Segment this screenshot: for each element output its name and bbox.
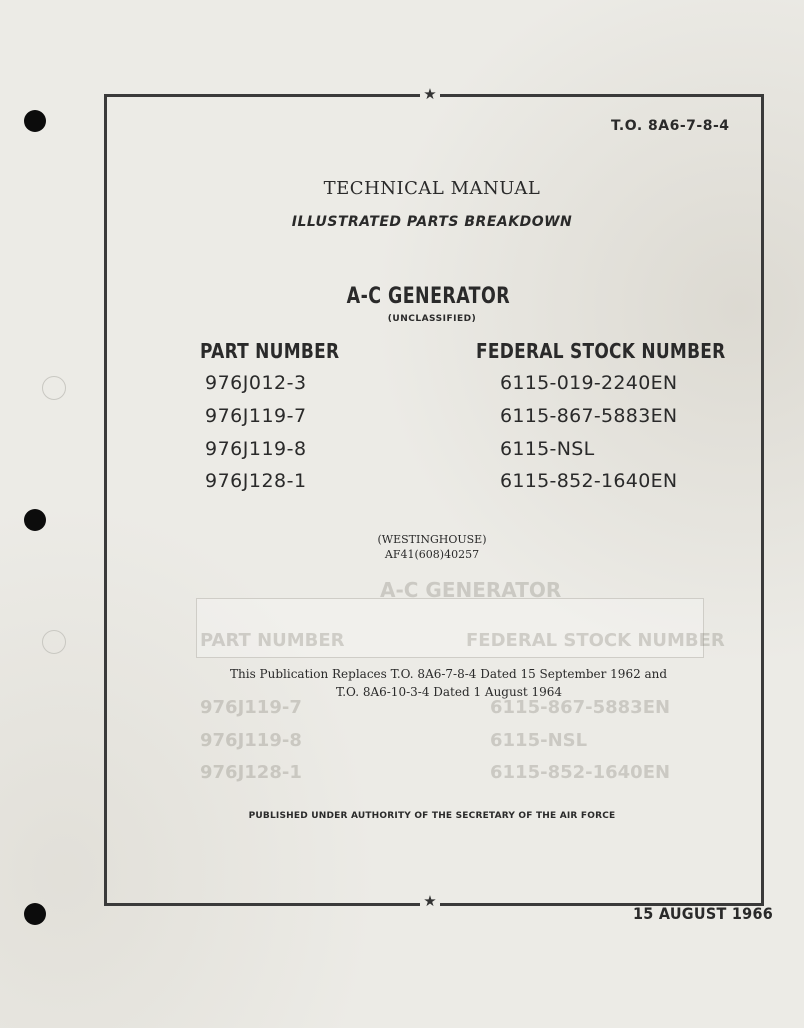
- part-number: 976J012-3: [205, 372, 307, 394]
- supersession-line-2: T.O. 8A6-10-3-4 Dated 1 August 1964: [336, 685, 563, 699]
- part-number: 976J128-1: [205, 470, 307, 492]
- part-number: 976J119-8: [205, 438, 307, 460]
- bleed-through-text: 6115-852-1640EN: [490, 762, 671, 783]
- stock-number: 6115-NSL: [500, 438, 595, 460]
- stock-number-heading: FEDERAL STOCK NUMBER: [476, 339, 726, 363]
- binder-hole: [24, 509, 46, 531]
- bleed-through-text: A-C GENERATOR: [380, 578, 562, 602]
- supersession-notice: [230, 665, 667, 701]
- bleed-through-text: 976J119-8: [200, 730, 302, 751]
- publication-date: 15 AUGUST 1966: [633, 904, 774, 923]
- binder-hole-ghost: [42, 630, 66, 654]
- classification-label: (UNCLASSIFIED): [387, 314, 477, 324]
- technical-order-number: T.O. 8A6-7-8-4: [611, 118, 730, 134]
- contract-number: AF41(608)40257: [384, 548, 480, 561]
- binder-hole: [24, 903, 46, 925]
- part-number: 976J119-7: [205, 405, 307, 427]
- bleed-through-text: 6115-867-5883EN: [490, 697, 671, 718]
- manual-subtitle: ILLUSTRATED PARTS BREAKDOWN: [291, 214, 573, 230]
- manufacturer: (WESTINGHOUSE): [377, 533, 487, 546]
- stock-number: 6115-019-2240EN: [500, 372, 678, 394]
- binder-hole-ghost: [42, 376, 66, 400]
- manual-title: TECHNICAL MANUAL: [323, 178, 541, 199]
- bleed-through-text: PART NUMBER: [200, 630, 345, 651]
- bleed-through-text: 976J128-1: [200, 762, 302, 783]
- bleed-through-text: 6115-NSL: [490, 730, 588, 751]
- bleed-through-text: 976J119-7: [200, 697, 302, 718]
- star-icon: ★: [420, 894, 440, 908]
- authority-statement: PUBLISHED UNDER AUTHORITY OF THE SECRETARY OF THE AIR FORCE: [248, 811, 616, 821]
- supersession-line-1: This Publication Replaces T.O. 8A6-7-8-4 Dated 15 September 1962 and: [230, 667, 668, 681]
- star-icon: ★: [420, 87, 440, 101]
- part-number-heading: PART NUMBER: [200, 339, 340, 363]
- item-title: A-C GENERATOR: [346, 284, 511, 309]
- stock-number: 6115-852-1640EN: [500, 470, 678, 492]
- stock-number: 6115-867-5883EN: [500, 405, 678, 427]
- binder-hole: [24, 110, 46, 132]
- bleed-through-text: FEDERAL STOCK NUMBER: [466, 630, 725, 651]
